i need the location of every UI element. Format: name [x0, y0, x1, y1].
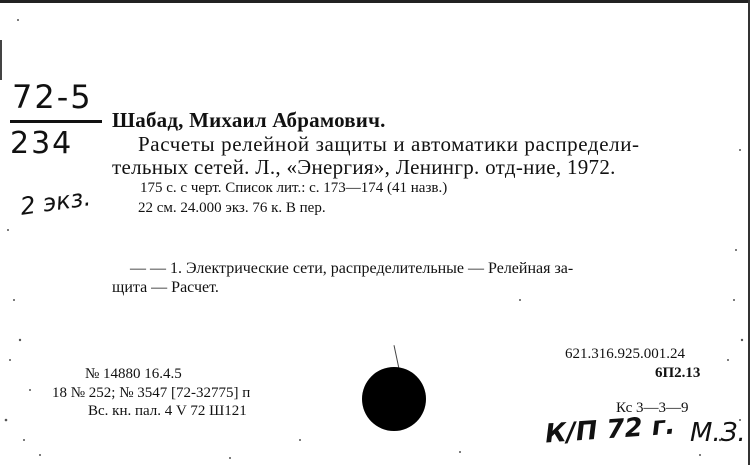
collation-line-2: 22 см. 24.000 экз. 76 к. В пер.: [138, 200, 326, 216]
call-number-top: 72-5: [12, 78, 93, 116]
order-line-1: № 14880 16.4.5: [85, 366, 182, 382]
handwritten-note-right: М.З.: [690, 418, 746, 448]
order-line-2: 18 № 252; № 3547 [72-32775] п: [52, 385, 251, 401]
copies-note: 2 экз.: [18, 183, 93, 221]
handwritten-note-left: К/П 72 г.: [544, 410, 677, 450]
author-heading: Шабад, Михаил Абрамович.: [112, 108, 386, 132]
title-line-2: тельных сетей. Л., «Энергия», Ленингр. отд-ние, 1972.: [112, 155, 616, 179]
collation-line-1: 175 с. с черт. Список лит.: с. 173—174 (41 назв.): [140, 180, 448, 196]
subject-heading-line-2: щита — Расчет.: [112, 279, 219, 296]
call-number-rule: [10, 120, 102, 123]
udc-number: 621.316.925.001.24: [565, 346, 685, 362]
order-line-3: Вс. кн. пал. 4 V 72 Ш121: [88, 403, 247, 419]
cutter-number: Кс 3—3—9: [616, 400, 689, 416]
bbk-number: 6П2.13: [655, 365, 701, 381]
subject-heading-line-1: — — 1. Электрические сети, распределительные — Релейная за-: [130, 260, 574, 277]
call-number-bottom: 234: [10, 126, 74, 161]
card-punch-hole: [362, 367, 426, 431]
title-line-1: Расчеты релейной защиты и автоматики распредели-: [138, 132, 640, 156]
